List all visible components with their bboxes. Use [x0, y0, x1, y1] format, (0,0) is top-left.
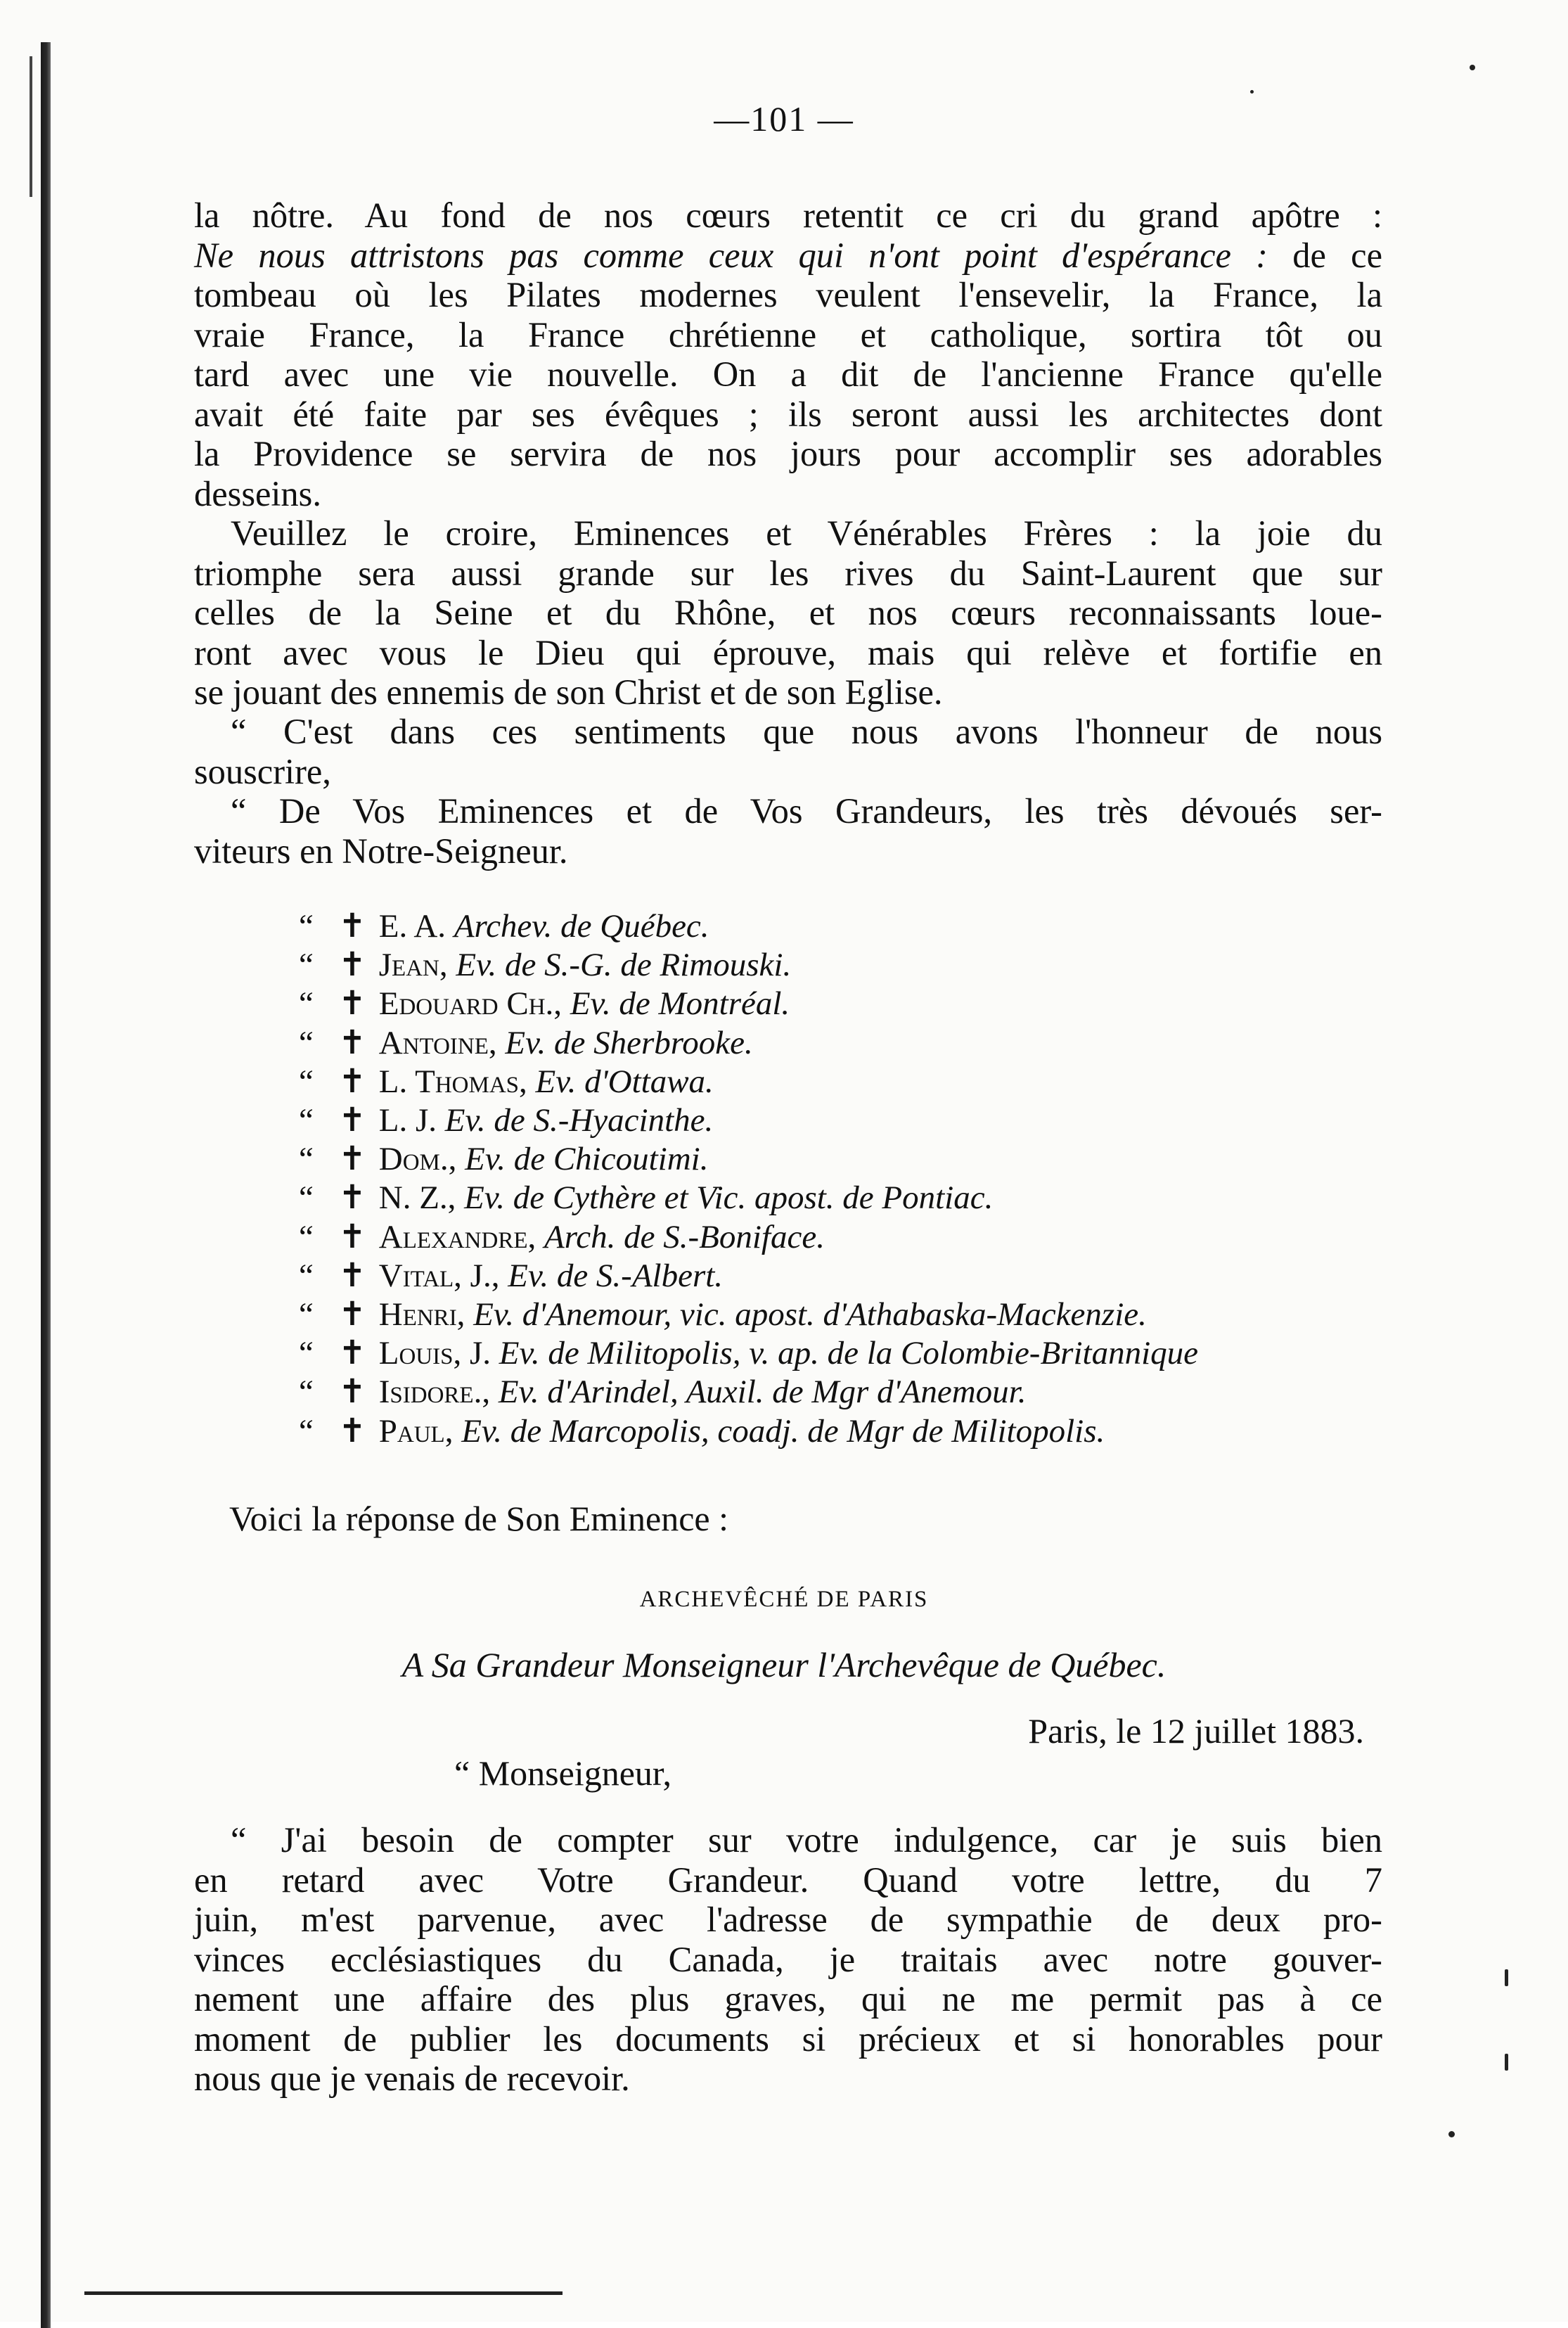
- signatory-entry: [299, 1063, 1410, 1101]
- dateline: Paris, le 12 juillet 1883.: [1028, 1711, 1364, 1751]
- text-line: “ De Vos Eminences et de Vos Grandeurs, les très dévoués ser-: [231, 791, 1382, 831]
- bottom-rule: [84, 2291, 563, 2295]
- text-line: desseins.: [194, 473, 321, 513]
- signatory-name: Jean,: [378, 947, 448, 984]
- cross-icon: ✝: [338, 1102, 366, 1139]
- text-line: triomphe sera aussi grande sur les rives du Saint-Laurent que sur: [194, 553, 1382, 593]
- signatory-title: Ev. de Montréal.: [570, 985, 790, 1023]
- scan-speck: [1505, 1969, 1508, 1986]
- quote-mark: “: [299, 1335, 314, 1372]
- quote-mark: “: [299, 1296, 314, 1334]
- text-line: celles de la Seine et du Rhône, et nos cœurs reconnaissants loue-: [194, 593, 1382, 632]
- paragraph-1: [194, 196, 1382, 513]
- signatory-title: Ev. de S.-G. de Rimouski.: [456, 947, 792, 984]
- quote-mark: “: [299, 947, 314, 984]
- signatory-entry: [299, 1296, 1410, 1334]
- cross-icon: ✝: [338, 1257, 366, 1294]
- text-line: nement une affaire des plus graves, qui ne me permit pas à ce: [194, 1979, 1382, 2019]
- quote-mark: “: [299, 1024, 314, 1061]
- signatory-title: Ev. de S.-Albert.: [508, 1257, 724, 1294]
- scan-speck: [1448, 2131, 1455, 2137]
- signatory-name: Henri,: [378, 1296, 465, 1334]
- signatory-name: N. Z.,: [378, 1179, 456, 1217]
- signatory-entry: [299, 1412, 1410, 1451]
- text-line: “ J'ai besoin de compter sur votre indulgence, car je suis bien: [231, 1820, 1382, 1860]
- addressee: A Sa Grandeur Monseigneur l'Archevêque de Québec.: [401, 1645, 1167, 1684]
- paragraph-3: [194, 712, 1382, 791]
- cross-icon: ✝: [338, 947, 366, 984]
- text-line: nous que je venais de recevoir.: [194, 2059, 630, 2098]
- text-line: se jouant des ennemis de son Christ et de son Eglise.: [194, 672, 943, 712]
- scan-speck: [1505, 2054, 1508, 2071]
- cross-icon: ✝: [338, 1179, 366, 1217]
- signatory-list: [299, 907, 1410, 1451]
- signatory-entry: [299, 1024, 1410, 1063]
- quote-mark: “: [299, 908, 314, 945]
- cross-icon: ✝: [338, 985, 366, 1023]
- text-line: en retard avec Votre Grandeur. Quand votre lettre, du 7: [194, 1860, 1382, 1900]
- signatory-title: Ev. de Chicoutimi.: [465, 1141, 709, 1178]
- text-line: moment de publier les documents si précieux et si honorables pour: [194, 2019, 1382, 2059]
- signatory-title: Ev. de Militopolis, v. ap. de la Colombie-Britannique: [499, 1335, 1198, 1372]
- quote-mark: “: [299, 1141, 314, 1178]
- signatory-title: Ev. de S.-Hyacinthe.: [444, 1102, 714, 1139]
- text-line: juin, m'est parvenue, avec l'adresse de sympathie de deux pro-: [194, 1900, 1382, 1939]
- reply-intro: Voici la réponse de Son Eminence :: [229, 1499, 729, 1538]
- signatory-title: Ev. d'Anemour, vic. apost. d'Athabaska-Mackenzie.: [473, 1296, 1147, 1334]
- signatory-entry: [299, 1257, 1410, 1296]
- cross-icon: ✝: [338, 1218, 366, 1255]
- italic-quote: Ne nous attristons pas comme ceux qui n'ont point d'espérance :: [194, 235, 1268, 275]
- signatory-name: Paul,: [378, 1412, 454, 1450]
- signatory-name: L. J.: [378, 1102, 437, 1139]
- signatory-name: Dom.,: [378, 1141, 457, 1178]
- text-line: [194, 236, 1382, 276]
- signatory-title: Archev. de Québec.: [454, 908, 709, 945]
- signatory-entry: [299, 1101, 1410, 1140]
- signatory-title: Ev. de Marcopolis, coadj. de Mgr de Militopolis.: [461, 1412, 1105, 1450]
- text-line: vinces ecclésiastiques du Canada, je traitais avec notre gouver-: [194, 1939, 1382, 1979]
- signatory-name: Vital, J.,: [378, 1257, 500, 1294]
- text-line: souscrire,: [194, 751, 331, 791]
- cross-icon: ✝: [338, 908, 366, 945]
- text-line: viteurs en Notre-Seigneur.: [194, 831, 568, 871]
- text-line: tard avec une vie nouvelle. On a dit de l'ancienne France qu'elle: [194, 354, 1382, 394]
- signatory-name: Antoine,: [378, 1024, 497, 1061]
- paragraph-4: [194, 791, 1382, 871]
- text-line: avait été faite par ses évêques ; ils seront aussi les architectes dont: [194, 394, 1382, 434]
- signatory-title: Ev. de Sherbrooke.: [505, 1024, 753, 1061]
- cross-icon: ✝: [338, 1141, 366, 1178]
- signatory-entry: [299, 1140, 1410, 1179]
- signatory-title: Ev. de Cythère et Vic. apost. de Pontiac.: [464, 1179, 994, 1217]
- text-line: la Providence se servira de nos jours pour accomplir ses adorables: [194, 434, 1382, 473]
- quote-mark: “: [299, 985, 314, 1023]
- quote-mark: “: [299, 1412, 314, 1450]
- text-line: vraie France, la France chrétienne et catholique, sortira tôt ou: [194, 314, 1382, 354]
- signatory-entry: [299, 1373, 1410, 1412]
- signatory-entry: [299, 907, 1410, 946]
- letter-body: [194, 1820, 1382, 2099]
- page-number: —101 —: [714, 99, 854, 139]
- signatory-name: L. Thomas,: [378, 1063, 527, 1100]
- cross-icon: ✝: [338, 1296, 366, 1334]
- signatory-entry: [299, 1218, 1410, 1257]
- letterhead: ARCHEVÊCHÉ DE PARIS: [639, 1587, 929, 1612]
- salutation: “ Monseigneur,: [454, 1753, 672, 1793]
- signatory-name: Isidore.,: [378, 1374, 491, 1411]
- signatory-title: Ev. d'Arindel, Auxil. de Mgr d'Anemour.: [498, 1374, 1027, 1411]
- signatory-name: Louis, J.: [378, 1335, 491, 1372]
- cross-icon: ✝: [338, 1063, 366, 1100]
- cross-icon: ✝: [338, 1024, 366, 1061]
- quote-mark: “: [299, 1063, 314, 1100]
- paragraph-2: [194, 513, 1382, 712]
- text-line: “ C'est dans ces sentiments que nous avons l'honneur de nous: [231, 712, 1382, 751]
- quote-mark: “: [299, 1218, 314, 1255]
- page-gutter-edge: [41, 42, 51, 2328]
- signatory-name: Alexandre,: [378, 1218, 536, 1255]
- signatory-name: Edouard Ch.,: [378, 985, 563, 1023]
- text-fragment: de ce: [1268, 235, 1382, 275]
- quote-mark: “: [299, 1374, 314, 1411]
- text-line: la nôtre. Au fond de nos cœurs retentit ce cri du grand apôtre :: [194, 196, 1382, 235]
- cross-icon: ✝: [338, 1374, 366, 1411]
- signatory-entry: [299, 985, 1410, 1023]
- quote-mark: “: [299, 1257, 314, 1294]
- signatory-entry: [299, 1334, 1410, 1373]
- quote-mark: “: [299, 1179, 314, 1217]
- signatory-entry: [299, 946, 1410, 985]
- signatory-entry: [299, 1179, 1410, 1217]
- signatory-name: E. A.: [378, 908, 446, 945]
- text-line: tombeau où les Pilates modernes veulent l'ensevelir, la France, la: [194, 275, 1382, 314]
- cross-icon: ✝: [338, 1412, 366, 1450]
- quote-mark: “: [299, 1102, 314, 1139]
- cross-icon: ✝: [338, 1335, 366, 1372]
- text-line: Veuillez le croire, Eminences et Vénérables Frères : la joie du: [231, 513, 1382, 553]
- text-line: ront avec vous le Dieu qui éprouve, mais qui relève et fortifie en: [194, 632, 1382, 672]
- scan-speck: [1470, 65, 1475, 70]
- signatory-title: Arch. de S.-Boniface.: [544, 1218, 825, 1255]
- scan-speck: [1250, 90, 1254, 94]
- signatory-title: Ev. d'Ottawa.: [535, 1063, 714, 1100]
